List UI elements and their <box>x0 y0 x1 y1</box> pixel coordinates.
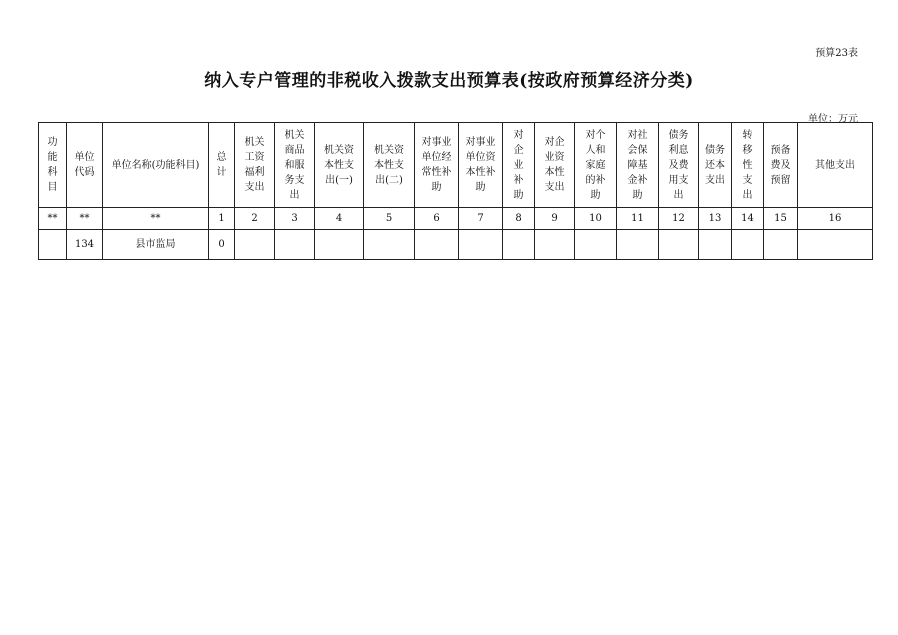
amount-cell <box>364 230 415 260</box>
header-cell: 单位 代码 <box>67 123 103 208</box>
header-cell: 对个 人和 家庭 的补 助 <box>575 123 617 208</box>
amount-cell <box>459 230 503 260</box>
header-cell: 债务 利息 及费 用支 出 <box>659 123 699 208</box>
header-cell: 对事业 单位资 本性补 助 <box>459 123 503 208</box>
unit-label: 单位：万元 <box>808 114 858 125</box>
amount-cell <box>764 230 798 260</box>
header-cell: 其他支出 <box>798 123 873 208</box>
index-cell: 15 <box>764 208 798 230</box>
header-cell: 机关资 本性支 出(二) <box>364 123 415 208</box>
index-cell: 13 <box>699 208 732 230</box>
index-cell: 2 <box>235 208 275 230</box>
header-cell: 对 企 业 补 助 <box>503 123 535 208</box>
amount-cell <box>415 230 459 260</box>
index-cell: 16 <box>798 208 873 230</box>
amount-cell <box>617 230 659 260</box>
header-cell: 债务 还本 支出 <box>699 123 732 208</box>
amount-cell <box>503 230 535 260</box>
header-cell: 总 计 <box>209 123 235 208</box>
amount-cell <box>275 230 315 260</box>
table-id: 预算23表 <box>815 48 858 59</box>
index-cell: 7 <box>459 208 503 230</box>
amount-cell <box>315 230 364 260</box>
unit-name-cell: 县市监局 <box>103 230 209 260</box>
header-cell: 预备 费及 预留 <box>764 123 798 208</box>
column-index-row <box>39 208 873 230</box>
index-cell: 5 <box>364 208 415 230</box>
index-cell: 14 <box>732 208 764 230</box>
index-cell: 11 <box>617 208 659 230</box>
unit-code-cell: 134 <box>67 230 103 260</box>
index-cell: 9 <box>535 208 575 230</box>
index-cell: ** <box>103 208 209 230</box>
index-cell: ** <box>39 208 67 230</box>
index-cell: 6 <box>415 208 459 230</box>
index-cell: ** <box>67 208 103 230</box>
header-cell: 机关 商品 和服 务支 出 <box>275 123 315 208</box>
index-cell: 12 <box>659 208 699 230</box>
header-cell: 机关 工资 福利 支出 <box>235 123 275 208</box>
amount-cell <box>535 230 575 260</box>
amount-cell <box>235 230 275 260</box>
index-cell: 1 <box>209 208 235 230</box>
index-cell: 3 <box>275 208 315 230</box>
page-title: 纳入专户管理的非税收入拨款支出预算表(按政府预算经济分类) <box>204 71 694 91</box>
header-row <box>39 123 873 208</box>
header-cell: 对事业 单位经 常性补 助 <box>415 123 459 208</box>
func-code-cell <box>39 230 67 260</box>
amount-cell <box>659 230 699 260</box>
header-cell: 转 移 性 支 出 <box>732 123 764 208</box>
header-cell: 单位名称(功能科目) <box>103 123 209 208</box>
index-cell: 8 <box>503 208 535 230</box>
header-cell: 机关资 本性支 出(一) <box>315 123 364 208</box>
amount-cell <box>732 230 764 260</box>
header-cell: 对企 业资 本性 支出 <box>535 123 575 208</box>
header-cell: 功 能 科 目 <box>39 123 67 208</box>
total-cell: 0 <box>209 230 235 260</box>
index-cell: 4 <box>315 208 364 230</box>
amount-cell <box>699 230 732 260</box>
table-row <box>39 230 873 260</box>
index-cell: 10 <box>575 208 617 230</box>
amount-cell <box>798 230 873 260</box>
header-cell: 对社 会保 障基 金补 助 <box>617 123 659 208</box>
amount-cell <box>575 230 617 260</box>
budget-table <box>38 122 873 260</box>
